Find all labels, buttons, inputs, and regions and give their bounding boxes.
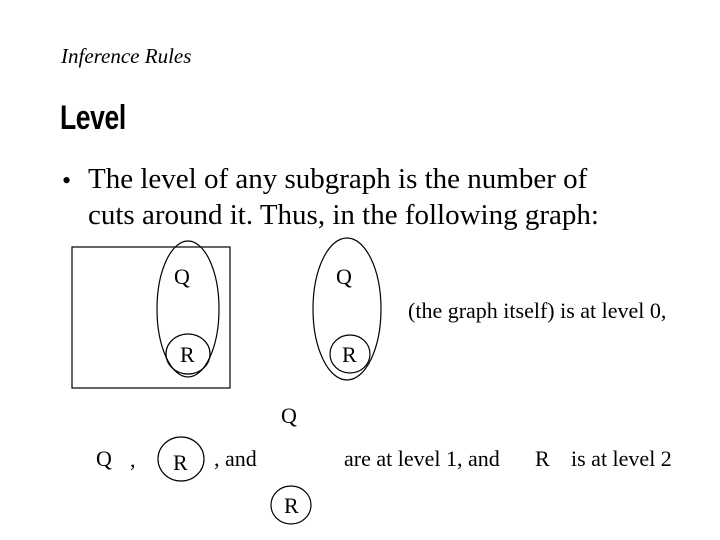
stack-r-label: R bbox=[284, 493, 299, 518]
graph-q-right: Q bbox=[336, 264, 352, 289]
sheet-box bbox=[72, 247, 230, 388]
slide-title: Level bbox=[60, 99, 126, 137]
row-and-text: , and bbox=[214, 446, 257, 471]
row-r-label: R bbox=[173, 450, 188, 475]
level2-text: is at level 2 bbox=[571, 446, 672, 471]
level1-text: are at level 1, and bbox=[344, 446, 500, 471]
bullet-text-line-2: cuts around it. Thus, in the following graph: bbox=[88, 199, 599, 231]
graph-r-left: R bbox=[180, 342, 195, 367]
stack-q-label: Q bbox=[281, 403, 297, 428]
graph-q-left: Q bbox=[174, 264, 190, 289]
graph-level-text: (the graph itself) is at level 0, bbox=[408, 298, 667, 323]
bullet-text-line-1: The level of any subgraph is the number of bbox=[88, 163, 588, 195]
section-title: Inference Rules bbox=[61, 44, 192, 68]
row-r-last: R bbox=[535, 446, 550, 471]
bullet-dot: • bbox=[62, 166, 72, 195]
row-comma: , bbox=[130, 447, 136, 472]
graph-r-right: R bbox=[342, 342, 357, 367]
row-q-label: Q bbox=[96, 446, 112, 471]
